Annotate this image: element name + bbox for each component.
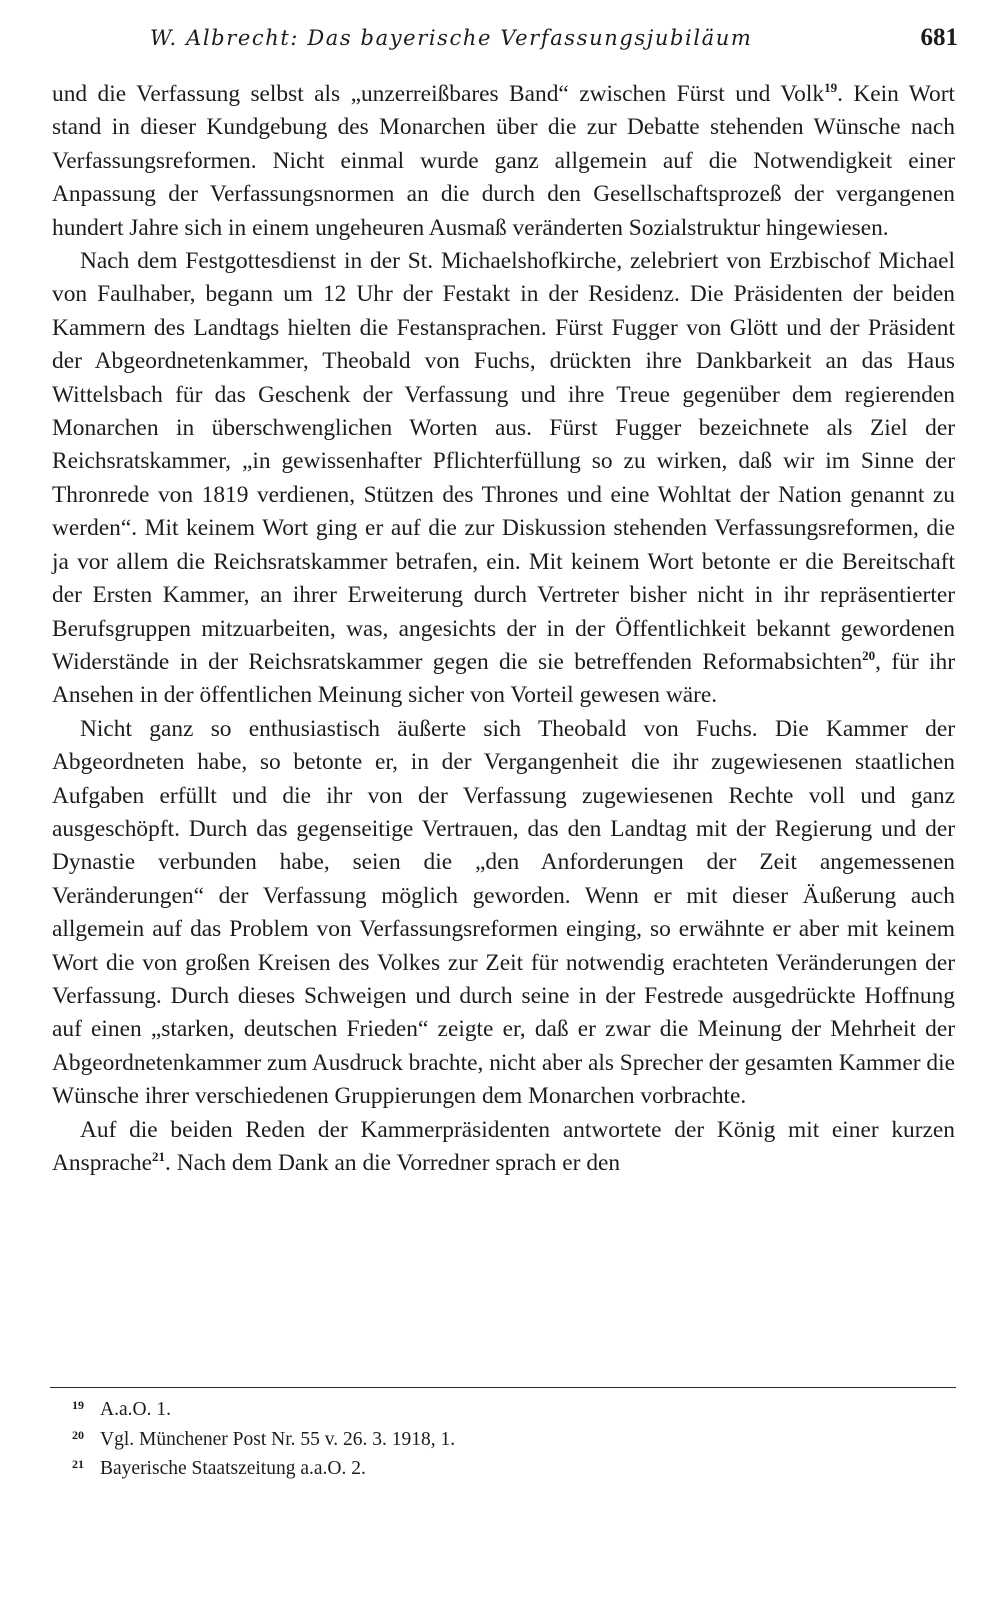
- footnote-21: 21 Bayerische Staatszeitung a.a.O. 2.: [72, 1457, 366, 1479]
- footnote-text: A.a.O. 1.: [100, 1399, 171, 1420]
- paragraph-text: , für ihr Ansehen in der öffentlichen Meinung sicher von Vorteil gewesen wäre.: [52, 648, 955, 709]
- footnote-divider: [50, 1387, 956, 1388]
- footnotes: [72, 1395, 952, 1484]
- footnote-19: 19 A.a.O. 1.: [72, 1398, 171, 1420]
- paragraph-text: . Kein Wort stand in dieser Kundgebung des Monarchen über die zur Debatte stehenden Wünsche nach Verfassungsreformen. Nicht einmal wurde ganz allgemein auf die Notwendigkeit einer Anpassung der Verfassungsnormen an die durch den Gesellschaftsprozeß der vergangenen hundert Jahre sich in einem ungeheuren Ausmaß veränderten Sozialstruktur hingewiesen.: [52, 81, 955, 241]
- paragraph-text: Nach dem Festgottesdienst in der St. Michaelshofkirche, zelebriert von Erzbischof Michael von Faulhaber, begann um 12 Uhr der Festakt in der Residenz. Die Präsidenten der beiden Kammern des Landtags hielten die Festansprachen. Fürst Fugger von Glött und der Präsident der Abgeordnetenkammer, Theobald von Fuchs, drückten ihre Dankbarkeit an das Haus Wittelsbach für das Geschenk der Verfassung und ihre Treue gegenüber dem regierenden Monarchen in überschwenglichen Worten aus. Fürst Fugger bezeichnete als Ziel der Reichsratskammer, „in gewissenhafter Pflichterfüllung so zu wirken, daß wir im Sinne der Thronrede von 1819 verdienen, Stützen des Thrones und eine Wohltat der Nation genannt zu werden“. Mit keinem Wort ging er auf die zur Diskussion stehenden Verfassungsreformen, die ja vor allem die Reichsratskammer betrafen, ein. Mit keinem Wort betonte er die Bereitschaft der Ersten Kammer, an ihrer Erweiterung durch Vertreter bisher nicht in ihr repräsentierter Berufsgruppen mitzuarbeiten, was, angesichts der in der Öffentlichkeit bekannt gewordenen Widerstände in der Reichsratskammer gegen die sie betreffenden Reformabsichten: [52, 248, 955, 675]
- paragraph-text: und die Verfassung selbst als „unzerreißbares Band“ zwischen Fürst und Volk: [52, 81, 825, 107]
- running-title: W. Albrecht: Das bayerische Verfassungsjubiläum: [150, 26, 753, 50]
- paragraph-4: [52, 1114, 955, 1181]
- footnote-ref-19[interactable]: 19: [824, 80, 838, 95]
- footnote-ref-20[interactable]: 20: [862, 647, 876, 663]
- paragraph-text: Nicht ganz so enthusiastisch äußerte sich Theobald von Fuchs. Die Kammer der Abgeordneten habe, so betonte er, in der Vergangenheit die ihr zugewiesenen staatlichen Aufgaben erfüllt und die ihr von der Verfassung zugewiesenen Rechte voll und ganz ausgeschöpft. Durch das gegenseitige Vertrauen, das den Landtag mit der Regierung und der Dynastie verbunden habe, seien die „den Anforderungen der Zeit angemessenen Veränderungen“ der Verfassung möglich geworden. Wenn er mit dieser Äußerung auch allgemein auf das Problem von Verfassungsreformen einging, so erwähnte er aber mit keinem Wort die von großen Kreisen des Volkes zur Zeit für notwendig erachteten Veränderungen der Verfassung. Durch dieses Schweigen und durch seine in der Festrede ausgedrückte Hoffnung auf einen „starken, deutschen Frieden“ zeigte er, daß er zwar die Meinung der Mehrheit der Abgeordnetenkammer zum Ausdruck brachte, nicht aber als Sprecher der gesamten Kammer die Wünsche ihrer verschiedenen Gruppierungen dem Monarchen vorbrachte.: [52, 715, 955, 1110]
- running-header: [150, 22, 958, 56]
- paragraph-1: [52, 78, 955, 245]
- page-number: 681: [920, 24, 958, 51]
- paragraph-3: [52, 713, 955, 1114]
- main-text: [52, 78, 955, 1180]
- paragraph-2: [52, 245, 955, 713]
- footnote-20: 20 Vgl. Münchener Post Nr. 55 v. 26. 3. 1918, 1.: [72, 1427, 456, 1450]
- paragraph-text: . Nach dem Dank an die Vorredner sprach er den: [165, 1150, 621, 1176]
- footnote-text: Bayerische Staatszeitung a.a.O. 2.: [100, 1458, 366, 1479]
- footnote-ref-21[interactable]: 21: [152, 1149, 166, 1164]
- paragraph-text: Auf die beiden Reden der Kammerpräsidenten antwortete der König mit einer kurzen Ansprache: [52, 1116, 955, 1176]
- footnote-text: Vgl. Münchener Post Nr. 55 v. 26. 3. 1918, 1.: [100, 1428, 456, 1450]
